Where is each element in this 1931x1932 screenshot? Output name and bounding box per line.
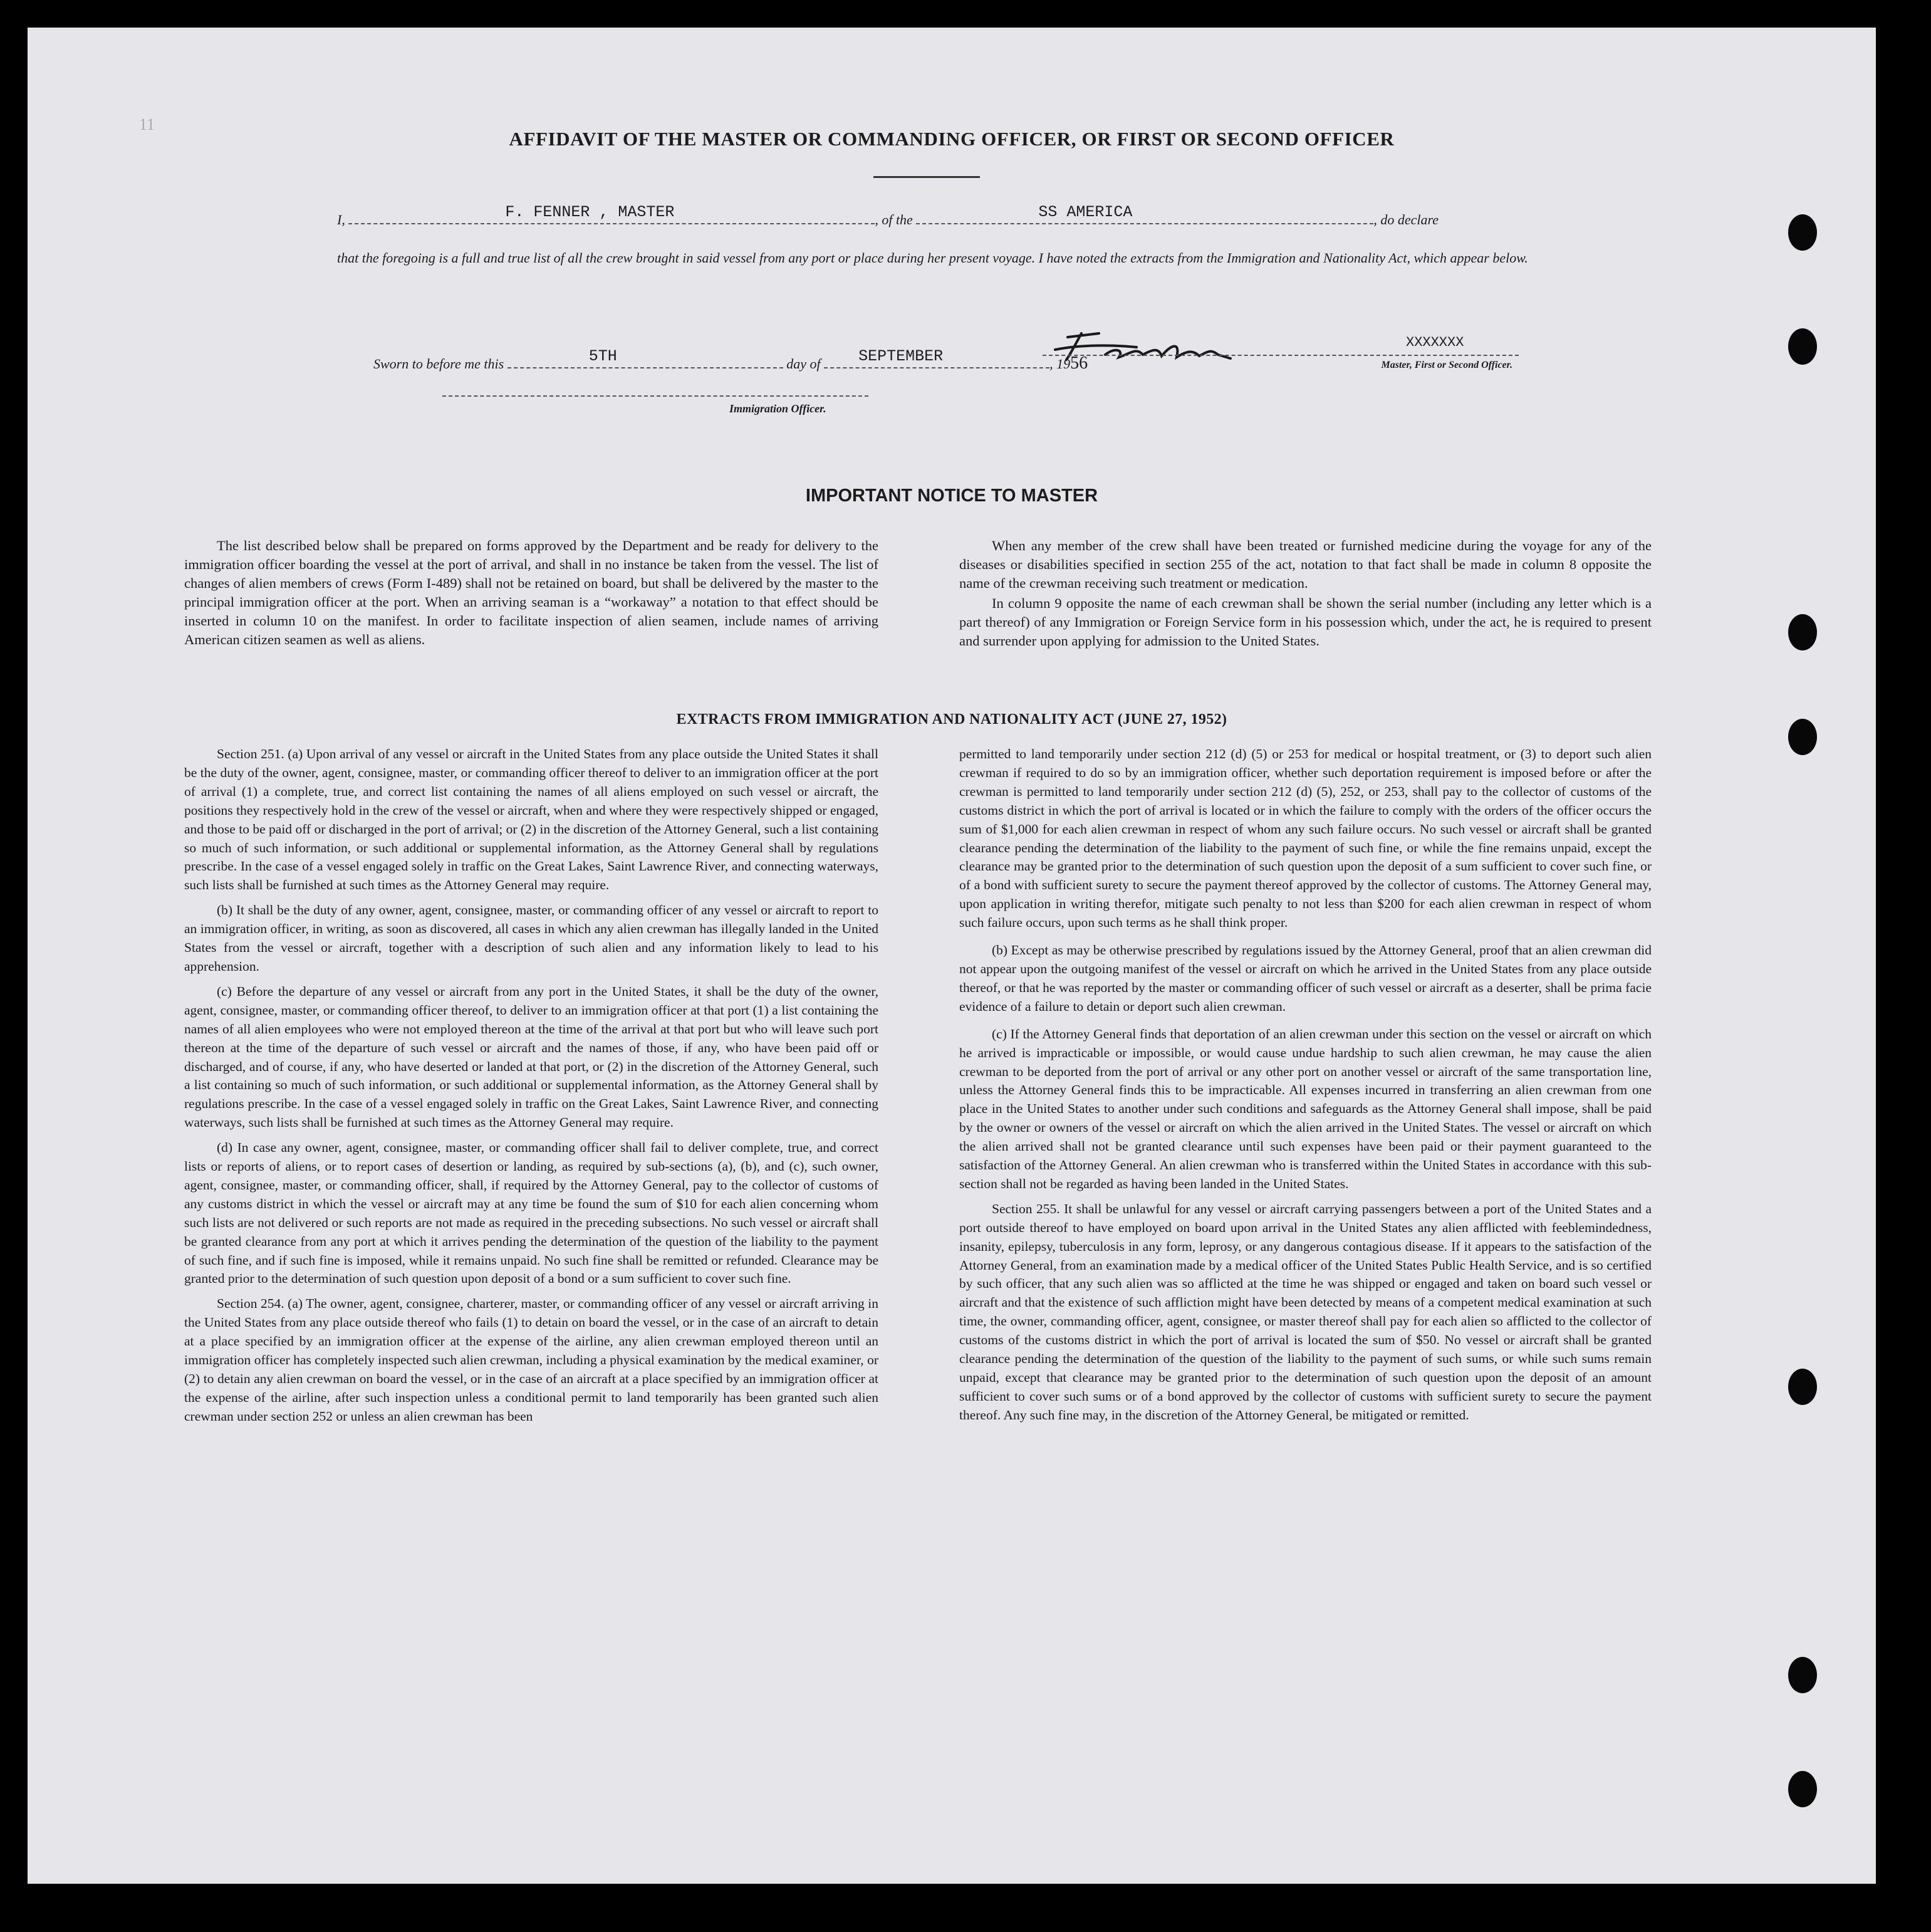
punch-hole — [1788, 1771, 1817, 1807]
document-page — [28, 28, 1876, 1884]
section-254-a-continued: permitted to land temporarily under section 212 (d) (5) or 253 for medical or hospital treatment, or (3) to deport such alien crewman if required to do so by an immigration officer, whether such deportation requirement is imposed before or after the crewman is permitted to land temporarily under section 212 (d) (5), 252, or 253, shall pay to the collector of customs of the customs district in which the port of arrival is located or in which the failure to comply with the orders of the officer occurs the sum of $1,000 for each alien crewman in respect of whom any such failure occurs. No such vessel or aircraft shall be granted clearance pending the determination of the liability to the payment of such fine, or while the fine remains unpaid, except the clearance may be granted prior to the determination of such question upon the deposit of a sum sufficient to cover such fine, or of a bond with sufficient surety to secure the payment thereof approved by the collector of customs. The Attorney General may, upon application in writing therefor, mitigate such penalty to not less than $200 for each alien crewman in respect of whom such failure occurs, upon such terms as he shall think proper. — [959, 746, 1652, 931]
declaration-line — [337, 203, 1439, 228]
month-field — [824, 347, 1049, 368]
notice-paragraph: In column 9 opposite the name of each crewman shall be shown the serial number (including any letter which is a part thereof) of any Immigration or Foreign Service form in his possession which, under the act, he is required to present and surrender upon applying for admission to the United States. — [959, 595, 1652, 649]
day-of-label: day of — [786, 356, 821, 372]
sworn-line — [373, 347, 1088, 373]
signature-block — [1030, 310, 1531, 385]
of-the-label: , of the — [875, 212, 913, 227]
affidavit-title: AFFIDAVIT OF THE MASTER OR COMMANDING OFFICER, OR FIRST OR SECOND OFFICER — [509, 128, 1395, 150]
punch-hole — [1788, 214, 1817, 251]
day-value: 5TH — [588, 347, 617, 365]
extracts-right-column — [959, 745, 1652, 1431]
section-251-a: Section 251. (a) Upon arrival of any vessel or aircraft in the United States from any place outside the United States it shall be the duty of the owner, agent, consignee, master, or commanding officer thereof to deliver to an immigration officer at the port of arrival (1) a complete, true, and correct list containing the names of all aliens employed on such vessel or aircraft, the positions they respectively hold in the crew of the vessel or aircraft, when and where they were respectively shipped or engaged, and those to be paid off or discharged in the port of arrival; or (2) in the discretion of the Attorney General, such a list containing so much of such information, or such additional or supplemental information, as the Attorney General shall by regulations prescribe. In the case of a vessel engaged solely in traffic on the Great Lakes, Saint Lawrence River, and connecting waterways, such lists shall be furnished at such times as the Attorney General may require. — [184, 746, 878, 893]
margin-mark: 11 — [139, 115, 155, 133]
title-rule — [873, 176, 980, 178]
i-label: I, — [337, 212, 345, 227]
notice-title: IMPORTANT NOTICE TO MASTER — [805, 486, 1098, 506]
notice-paragraph: When any member of the crew shall have been treated or furnished medicine during the voyage for any of the diseases or disabilities specified in section 255 of the act, notation to that fact shall be made in column 8 opposite the name of the crewman receiving such treatment or medication. — [959, 538, 1652, 591]
section-254-c: (c) If the Attorney General finds that deportation of an alien crewman under this section on the vessel or aircraft on which he arrived is impracticable or impossible, or would cause undue hardship to such alien crewman, he may cause the alien crewman to be deported from the port of arrival or any other port on another vessel or aircraft of the same transportation line, unless the Attorney General finds this to be impracticable. All expenses incurred in transferring an alien crewman from one place in the United States to another under such conditions and safeguards as the Attorney General shall impose, shall be paid by the owner or owners of the vessel or aircraft on which the alien arrived in the United States. The vessel or aircraft on which the alien arrived shall not be granted clearance until such expenses have been paid or their payment guaranteed to the satisfaction of the Attorney General. An alien crewman who is transferred within the United States in accordance with this sub-section shall not be regarded as having been landed in the United States. — [959, 1026, 1652, 1191]
notice-left-column — [184, 536, 878, 649]
vessel-field — [916, 203, 1373, 224]
section-255: Section 255. It shall be unlawful for any vessel or aircraft carrying passengers between a port of the United States and a port outside thereof to have employed on board upon arrival in the United States any alien afflicted with feeblemindedness, insanity, epilepsy, tuberculosis in any form, leprosy, or any dangerous contagious disease. If it appears to the satisfaction of the Attorney General, from an examination made by a medical officer of the United States Public Health Service, and is so certified by such officer, that any such alien was so afflicted at the time he was shipped or engaged and taken on board such vessel or aircraft and that the existence of such affliction might have been detected by means of a competent medical examination at such time, the owner, commanding officer, agent, consignee, or master thereof shall pay for each alien so afflicted to the collector of customs of the customs district in which the port of arrival is located the sum of $50. No vessel or aircraft shall be granted clearance pending the determination of the question of the liability to the payment of such sums, or while such sums remain unpaid, except that clearance may be granted prior to the determination of such question upon the deposit of an amount sufficient to cover such sums or of a bond approved by the collector of customs with sufficient surety to secure the payment thereof. Any such fine may, in the discretion of the Attorney General, be mitigated or remitted. — [959, 1201, 1652, 1423]
struck-title: XXXXXXX — [1406, 335, 1464, 350]
year-prefix: , 19 — [1049, 356, 1071, 372]
sworn-label: Sworn to before me this — [373, 356, 504, 372]
section-251-b: (b) It shall be the duty of any owner, agent, consignee, master, or commanding officer of any vessel or aircraft to report to an immigration officer, in writing, as soon as discovered, all cases in which any alien crewman has illegally landed in the United States from the vessel or aircraft, together with a description of such alien and any information likely to lead to his apprehension. — [184, 902, 878, 974]
punch-hole — [1788, 1657, 1817, 1693]
notice-right-column — [959, 536, 1652, 650]
punch-hole — [1788, 1369, 1817, 1405]
day-field — [507, 347, 783, 368]
signature-line — [1043, 355, 1519, 356]
signature-caption: Master, First or Second Officer. — [1381, 360, 1512, 370]
punch-hole — [1788, 614, 1817, 650]
section-251-d: (d) In case any owner, agent, consignee, master, or commanding officer shall fail to deliver complete, true, and correct lists or reports of aliens, or to report cases of desertion or landing, as required by sub-sections (a), (b), and (c), such owner, agent, consignee, master, or commanding officer, shall, if required by the Attorney General, pay to the collector of customs of any customs district in which the vessel or aircraft may at any time be found the sum of $10 for each alien concerning whom such lists are not delivered or such reports are not made as required in the preceding subsections. No such vessel or aircraft shall be granted clearance from any port at which it arrives pending the determination of the question of the liability to the payment of such fine, and if such fine is imposed, while it remains unpaid. No such fine shall be remitted or refunded. Clearance may be granted prior to the determination of such question upon deposit of a bond or a sum sufficient to cover such fine. — [184, 1140, 878, 1287]
immigration-officer-caption: Immigration Officer. — [729, 402, 826, 415]
vessel-value: SS AMERICA — [1038, 203, 1133, 221]
extracts-title: EXTRACTS FROM IMMIGRATION AND NATIONALITY ACT (JUNE 27, 1952) — [676, 711, 1227, 728]
name-value: F. FENNER , MASTER — [505, 203, 675, 221]
declaration-body: that the foregoing is a full and true list of all the crew brought in said vessel from any port or place during her present voyage. I have noted the extracts from the Immigration and Nationality Act, which appear below. — [337, 250, 1528, 266]
year-value: 56 — [1070, 353, 1088, 373]
section-254-a: Section 254. (a) The owner, agent, consignee, charterer, master, or commanding officer of any vessel or aircraft arriving in the United States from any place outside thereof who fails (1) to detain on board the vessel, or in the case of an aircraft to detain at a place specified by an immigration officer at the expense of the airline, any alien crewman employed thereon until an immigration officer has completely inspected such alien crewman, including a physical examination by the medical examiner, or (2) to detain any alien crewman on board the vessel, or in the case of an aircraft at a place specified by an immigration officer at the expense of the airline, after such inspection unless a conditional permit to land temporarily has been granted such alien crewman under section 252 or unless an alien crewman has been — [184, 1296, 878, 1424]
punch-hole — [1788, 328, 1817, 365]
section-254-b: (b) Except as may be otherwise prescribed by regulations issued by the Attorney General, proof that an alien crewman did not appear upon the outgoing manifest of the vessel or aircraft on which he arrived in the United States from any place outside thereof, or that he was reported by the master or commanding officer of such vessel or aircraft as a deserter, shall be prima facie evidence of a failure to detain or deport such alien crewman. — [959, 943, 1652, 1014]
extracts-left-column — [184, 745, 878, 1433]
name-field — [348, 203, 875, 224]
notice-paragraph: The list described below shall be prepared on forms approved by the Department and be ready for delivery to the immigration officer boarding the vessel at the port of arrival, and shall in no instance be taken from the vessel. The list of changes of alien members of crews (Form I-489) shall not be retained on board, but shall be delivered by the master to the principal immigration officer at the port. When an arriving seaman is a “workaway” a notation to that effect should be inserted in column 10 on the manifest. In order to facilitate inspection of alien seamen, include names of arriving American citizen seamen as well as aliens. — [184, 538, 878, 647]
immigration-officer-line — [442, 395, 868, 397]
section-251-c: (c) Before the departure of any vessel or aircraft from any port in the United States, it shall be the duty of the owner, agent, consignee, master, or commanding officer thereof, to deliver to an immigration officer at that port (1) a list containing the names of all alien employees who were not employed thereon at the time of the arrival at that port but who will leave such port thereon at the time of the departure of such vessel or aircraft and the names of those, if any, who have been paid off or discharged, and of course, if any, who have deserted or landed at that port, or (2) in the discretion of the Attorney General, such a list containing so much of such information, or such additional or supplemental information, as the Attorney General shall by regulations prescribe. In the case of a vessel engaged solely in traffic on the Great Lakes, Saint Lawrence River, and connecting waterways, such lists shall be furnished at such times as the Attorney General may require. — [184, 983, 878, 1130]
do-declare-label: , do declare — [1373, 212, 1439, 227]
month-value: SEPTEMBER — [858, 347, 944, 365]
